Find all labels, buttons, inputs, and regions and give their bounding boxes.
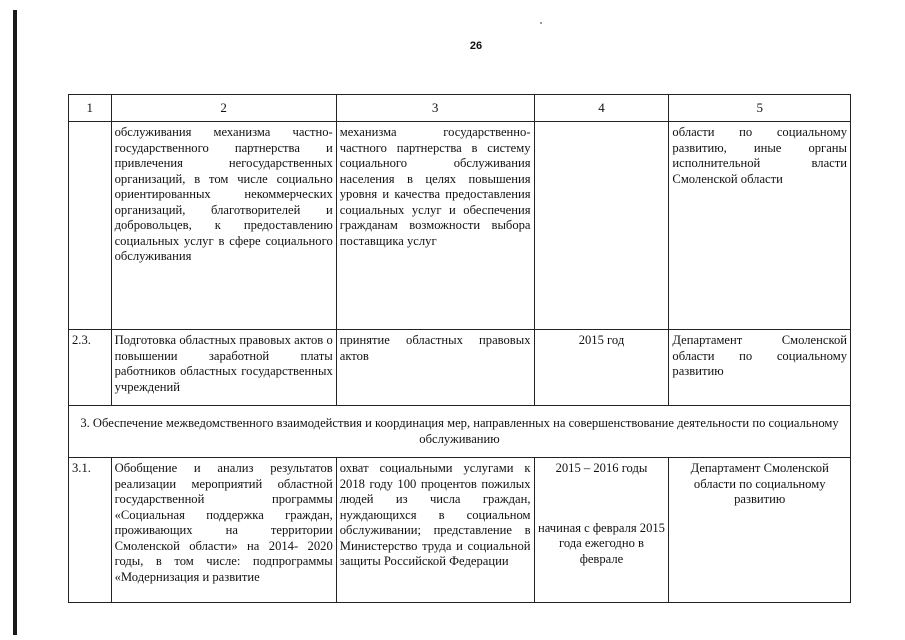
table-row	[69, 330, 851, 406]
result-cell: принятие областных правовых актов	[336, 330, 534, 406]
row-number-cell: 2.3.	[69, 330, 112, 406]
scan-speck	[540, 22, 542, 24]
header-cell: 3	[336, 95, 534, 122]
result-cell: механизма государственно-частного партнерства в систему социального обслуживания населения в целях повышения уровня и качества предоставления социальных услуг и обеспечения гражданам возможности выбора поставщика услуг	[336, 122, 534, 330]
section-heading: 3. Обеспечение межведомственного взаимодействия и координация мер, направленных на совершенствование деятельности по социальному обслуживанию	[69, 406, 851, 458]
activity-cell: Обобщение и анализ результатов реализации мероприятий областной государственной программы «Социальная поддержка граждан, проживающих на территории Смоленской области» на 2014- 2020 годы, в том числе: подпрограммы «Модернизация и развитие	[111, 458, 336, 603]
table-header-row	[69, 95, 851, 122]
deadline-cell: 2015 год	[534, 330, 669, 406]
program-table	[68, 94, 851, 603]
page-number: 26	[469, 40, 483, 52]
table-row	[69, 458, 851, 603]
header-cell: 1	[69, 95, 112, 122]
header-cell: 2	[111, 95, 336, 122]
deadline-cell	[534, 122, 669, 330]
deadline-cell	[534, 458, 669, 603]
cell-spacer	[538, 477, 666, 521]
row-number-cell	[69, 122, 112, 330]
activity-cell: Подготовка областных правовых актов о повышении заработной платы работников областных государственных учреждений	[111, 330, 336, 406]
row-number-cell: 3.1.	[69, 458, 112, 603]
section-row	[69, 406, 851, 458]
activity-cell: обслуживания механизма частно-государственного партнерства и привлечения негосударственных организаций, в том числе социально ориентированных некоммерческих организаций, благотворителей и добровольцев, к предоставлению социальных услуг в сфере социального обслуживания	[111, 122, 336, 330]
header-cell: 4	[534, 95, 669, 122]
table-row	[69, 122, 851, 330]
deadline-recurring: начиная с февраля 2015 года ежегодно в феврале	[537, 520, 665, 566]
header-cell: 5	[669, 95, 851, 122]
responsible-cell: Департамент Смоленской области по социальному развитию	[669, 330, 851, 406]
responsible-cell: Департамент Смоленской области по социальному развитию	[669, 458, 851, 603]
result-cell: охват социальными услугами к 2018 году 100 процентов пожилых людей из числа граждан, нуждающихся в социальном обслуживании; представление в Министерство труда и социальной защиты Российской Федерации	[336, 458, 534, 603]
deadline-period: 2015 – 2016 годы	[555, 461, 648, 475]
scan-edge-bar	[13, 10, 17, 635]
responsible-cell: области по социальному развитию, иные органы исполнительной власти Смоленской области	[669, 122, 851, 330]
